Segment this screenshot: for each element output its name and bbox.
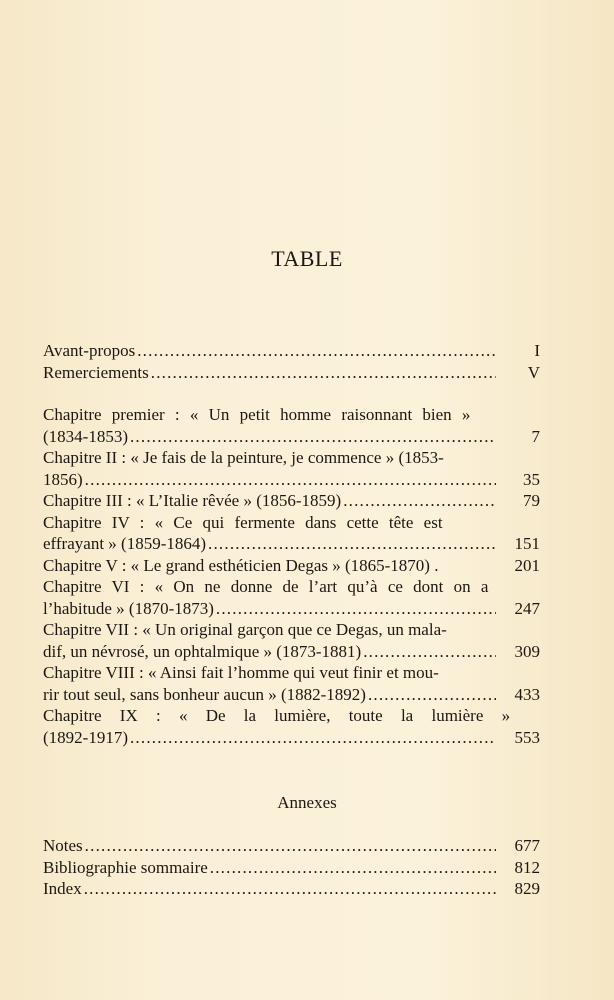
toc-entry-page: 553 (514, 727, 540, 747)
toc-entry-chapitre-2-cont[interactable] (43, 469, 540, 491)
toc-entry-label: Remerciements (43, 362, 149, 382)
toc-entry-label: Chapitre VII : « Un original garçon que ce Degas, un mala- (43, 620, 447, 639)
toc-entry-chapitre-4[interactable] (43, 512, 540, 534)
toc-entry-chapitre-7-cont[interactable] (43, 641, 540, 663)
toc-entry-chapitre-6[interactable] (43, 576, 540, 598)
toc-entry-remerciements[interactable] (43, 362, 540, 384)
toc-entry-notes[interactable] (43, 835, 540, 857)
toc-entry-label: Chapitre IV : « Ce qui fermente dans cette tête est (43, 512, 443, 532)
leader-dots (85, 835, 496, 857)
toc-entry-chapitre-premier[interactable] (43, 404, 540, 426)
leader-dots (216, 598, 496, 620)
toc-entry-chapitre-5[interactable] (43, 555, 540, 577)
toc-entry-chapitre-3[interactable] (43, 490, 540, 512)
page-title: TABLE (271, 246, 343, 271)
toc-entry-chapitre-9[interactable] (43, 705, 540, 727)
toc-entry-page: V (527, 362, 540, 382)
leader-dots (130, 426, 496, 448)
toc-entry-page: 35 (523, 469, 540, 489)
leader-dots (137, 340, 496, 362)
leader-dots (343, 490, 496, 512)
toc-entry-page: 309 (514, 641, 540, 661)
toc-entry-label: Chapitre VI : « On ne donne de l’art qu’à ce dont on a (43, 577, 489, 596)
leader-dots (363, 641, 496, 663)
leader-dots (208, 533, 496, 555)
toc-entry-index[interactable] (43, 878, 540, 900)
leader-dots (84, 878, 496, 900)
toc-entry-label-cont: l’habitude » (1870-1873) (43, 598, 214, 618)
toc-entry-chapitre-8[interactable] (43, 662, 540, 684)
toc-entry-label-cont: effrayant » (1859-1864) (43, 534, 207, 553)
toc-entry-page: 7 (531, 426, 540, 446)
toc-entry-page: 433 (514, 684, 540, 704)
toc-entry-label: Chapitre VIII : « Ainsi fait l’homme qui veut finir et mou- (43, 663, 439, 682)
toc-entry-chapitre-2[interactable] (43, 447, 540, 469)
toc-entry-label: Index (43, 879, 82, 898)
toc-entry-chapitre-premier-cont[interactable] (43, 426, 540, 448)
toc-entry-label: Avant-propos (43, 341, 136, 360)
toc-entry-page: 677 (514, 836, 540, 855)
toc-entry-page: 812 (514, 857, 540, 877)
toc-entry-label: Chapitre IX : « De la lumière, toute la lumière » (43, 706, 511, 725)
toc-entry-label-cont: 1856) (43, 469, 83, 489)
toc-entry-label-cont: (1892-1917) (43, 727, 128, 747)
annexes-heading: Annexes (277, 793, 337, 812)
toc-entry-chapitre-6-cont[interactable] (43, 598, 540, 620)
toc-entry-chapitre-7[interactable] (43, 619, 540, 641)
toc-entry-label: Notes (43, 836, 83, 855)
toc-entry-label-cont: (1834-1853) (43, 426, 128, 446)
toc-entry-page: 829 (514, 879, 540, 898)
toc-entry-label: Bibliographie sommaire (43, 857, 208, 877)
toc-entry-label-cont: dif, un névrosé, un ophtalmique » (1873-1881) (43, 641, 362, 661)
toc-entry-label-cont: rir tout seul, sans bonheur aucun » (1882-1892) (43, 684, 366, 704)
annexes-list (43, 835, 540, 900)
toc-entry-chapitre-8-cont[interactable] (43, 684, 540, 706)
leader-dots (85, 469, 496, 491)
leader-dots (210, 857, 496, 879)
toc-entry-page: I (534, 341, 540, 360)
toc-entry-page: 247 (514, 598, 540, 618)
leader-dots (151, 362, 496, 384)
toc-entry-bibliographie[interactable] (43, 857, 540, 879)
toc-entry-label: Chapitre premier : « Un petit homme raisonnant bien » (43, 405, 471, 424)
toc-entry-avant-propos[interactable] (43, 340, 540, 362)
toc-entry-chapitre-4-cont[interactable] (43, 533, 540, 555)
toc-entry-label: Chapitre V : « Le grand esthéticien Degas » (1865-1870) . (43, 555, 439, 575)
toc-entry-chapitre-9-cont[interactable] (43, 727, 540, 749)
front-matter-list (43, 340, 540, 383)
toc-entry-page: 151 (514, 534, 540, 553)
toc-entry-label: Chapitre III : « L’Italie rêvée » (1856-1859) (43, 491, 342, 510)
toc-entry-page: 79 (523, 491, 540, 510)
leader-dots (368, 684, 496, 706)
toc-entry-page: 201 (514, 555, 540, 575)
toc-entry-label: Chapitre II : « Je fais de la peinture, je commence » (1853- (43, 448, 444, 467)
chapters-list (43, 404, 540, 748)
leader-dots (130, 727, 496, 749)
